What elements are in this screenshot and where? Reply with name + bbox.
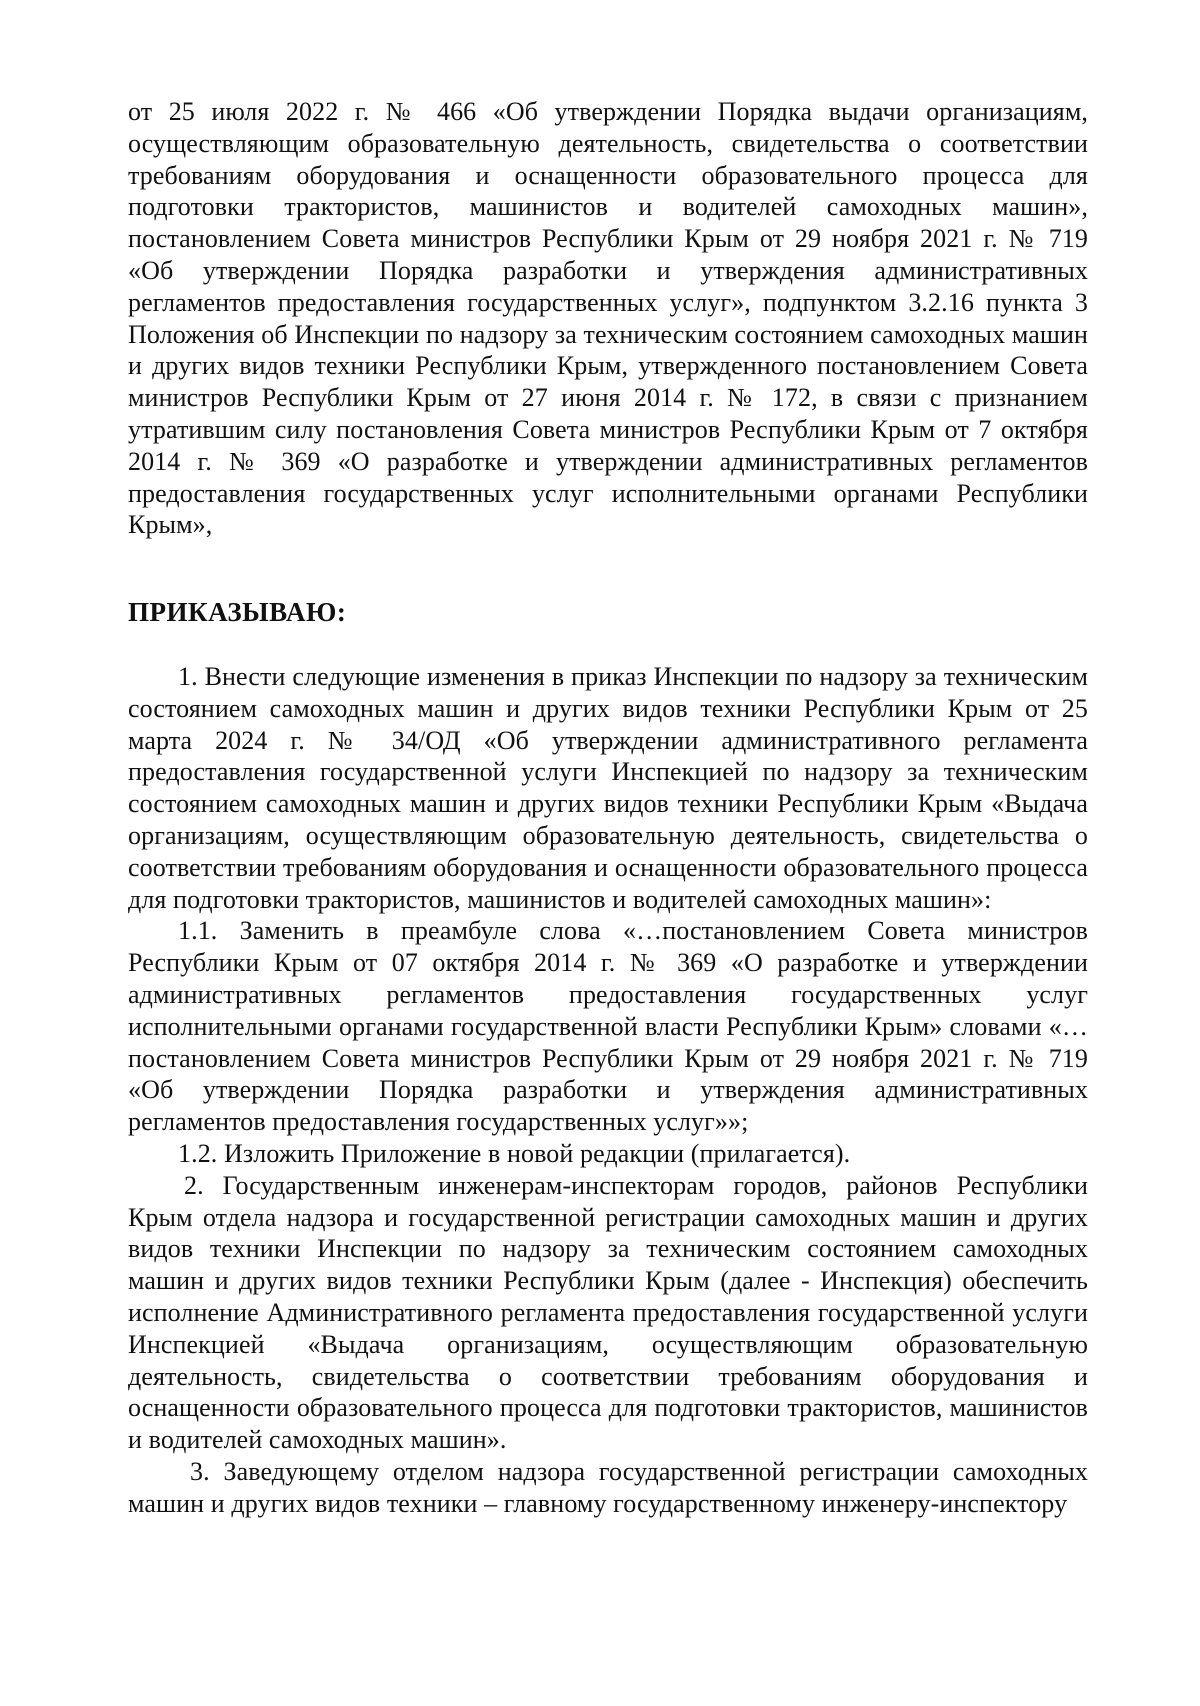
item-1-2-paragraph: 1.2. Изложить Приложение в новой редакции (прилагается). [178, 1138, 851, 1168]
item-1-paragraph: 1. Внести следующие изменения в приказ Инспекции по надзору за техническим состоянием самоходных машин и других видов техники Республики Крым от 25 марта 2024 г. № 34/ОД «Об утверждении административного регламента предоставления государственной услуги Инспекцией по надзору за техническим состоянием самоходных машин и других видов техники Республики Крым «Выдача организациям, осуществляющим образовательную деятельность, свидетельства о соответствии требованиям оборудования и оснащенности образовательного процесса для подготовки трактористов, машинистов и водителей самоходных машин»: [128, 662, 1088, 914]
order-heading: ПРИКАЗЫВАЮ: [128, 597, 347, 627]
item-2-paragraph: 2. Государственным инженерам-инспекторам городов, районов Республики Крым отдела надзора и государственной регистрации самоходных машин и других видов техники Инспекции по надзору за техническим состоянием самоходных машин и других видов техники Республики Крым (далее - Инспекция) обеспечить исполнение Административного регламента предоставления государственной услуги Инспекцией «Выдача организациям, осуществляющим образовательную деятельность, свидетельства о соответствии требованиям оборудования и оснащенности образовательного процесса для подготовки трактористов, машинистов и водителей самоходных машин». [128, 1170, 1088, 1455]
item-1-1-paragraph: 1.1. Заменить в преамбуле слова «…постановлением Совета министров Республики Крым от 07 октября 2014 г. № 369 «О разработке и утверждении административных регламентов предоставления государственных услуг исполнительными органами государственной власти Республики Крым» словами «…постановлением Совета министров Республики Крым от 29 ноября 2021 г. № 719 «Об утверждении Порядка разработки и утверждения административных регламентов предоставления государственных услуг»»; [128, 916, 1088, 1137]
item-3-paragraph: 3. Заведующему отделом надзора государственной регистрации самоходных машин и других видов техники – главному государственному инженеру-инспектору [128, 1456, 1088, 1518]
preamble-paragraph: от 25 июля 2022 г. № 466 «Об утверждении Порядка выдачи организациям, осуществляющим образовательную деятельность, свидетельства о соответствии требованиям оборудования и оснащенности образовательного процесса для подготовки трактористов, машинистов и водителей самоходных машин», постановлением Совета министров Республики Крым от 29 ноября 2021 г. № 719 «Об утверждении Порядка разработки и утверждения административных регламентов предоставления государственных услуг», подпунктом 3.2.16 пункта 3 Положения об Инспекции по надзору за техническим состоянием самоходных машин и других видов техники Республики Крым, утвержденного постановлением Совета министров Республики Крым от 27 июня 2014 г. № 172, в связи с признанием утратившим силу постановления Совета министров Республики Крым от 7 октября 2014 г. № 369 «О разработке и утверждении административных регламентов предоставления государственных услуг исполнительными органами Республики Крым», [128, 97, 1088, 540]
order-body [128, 661, 1088, 1520]
